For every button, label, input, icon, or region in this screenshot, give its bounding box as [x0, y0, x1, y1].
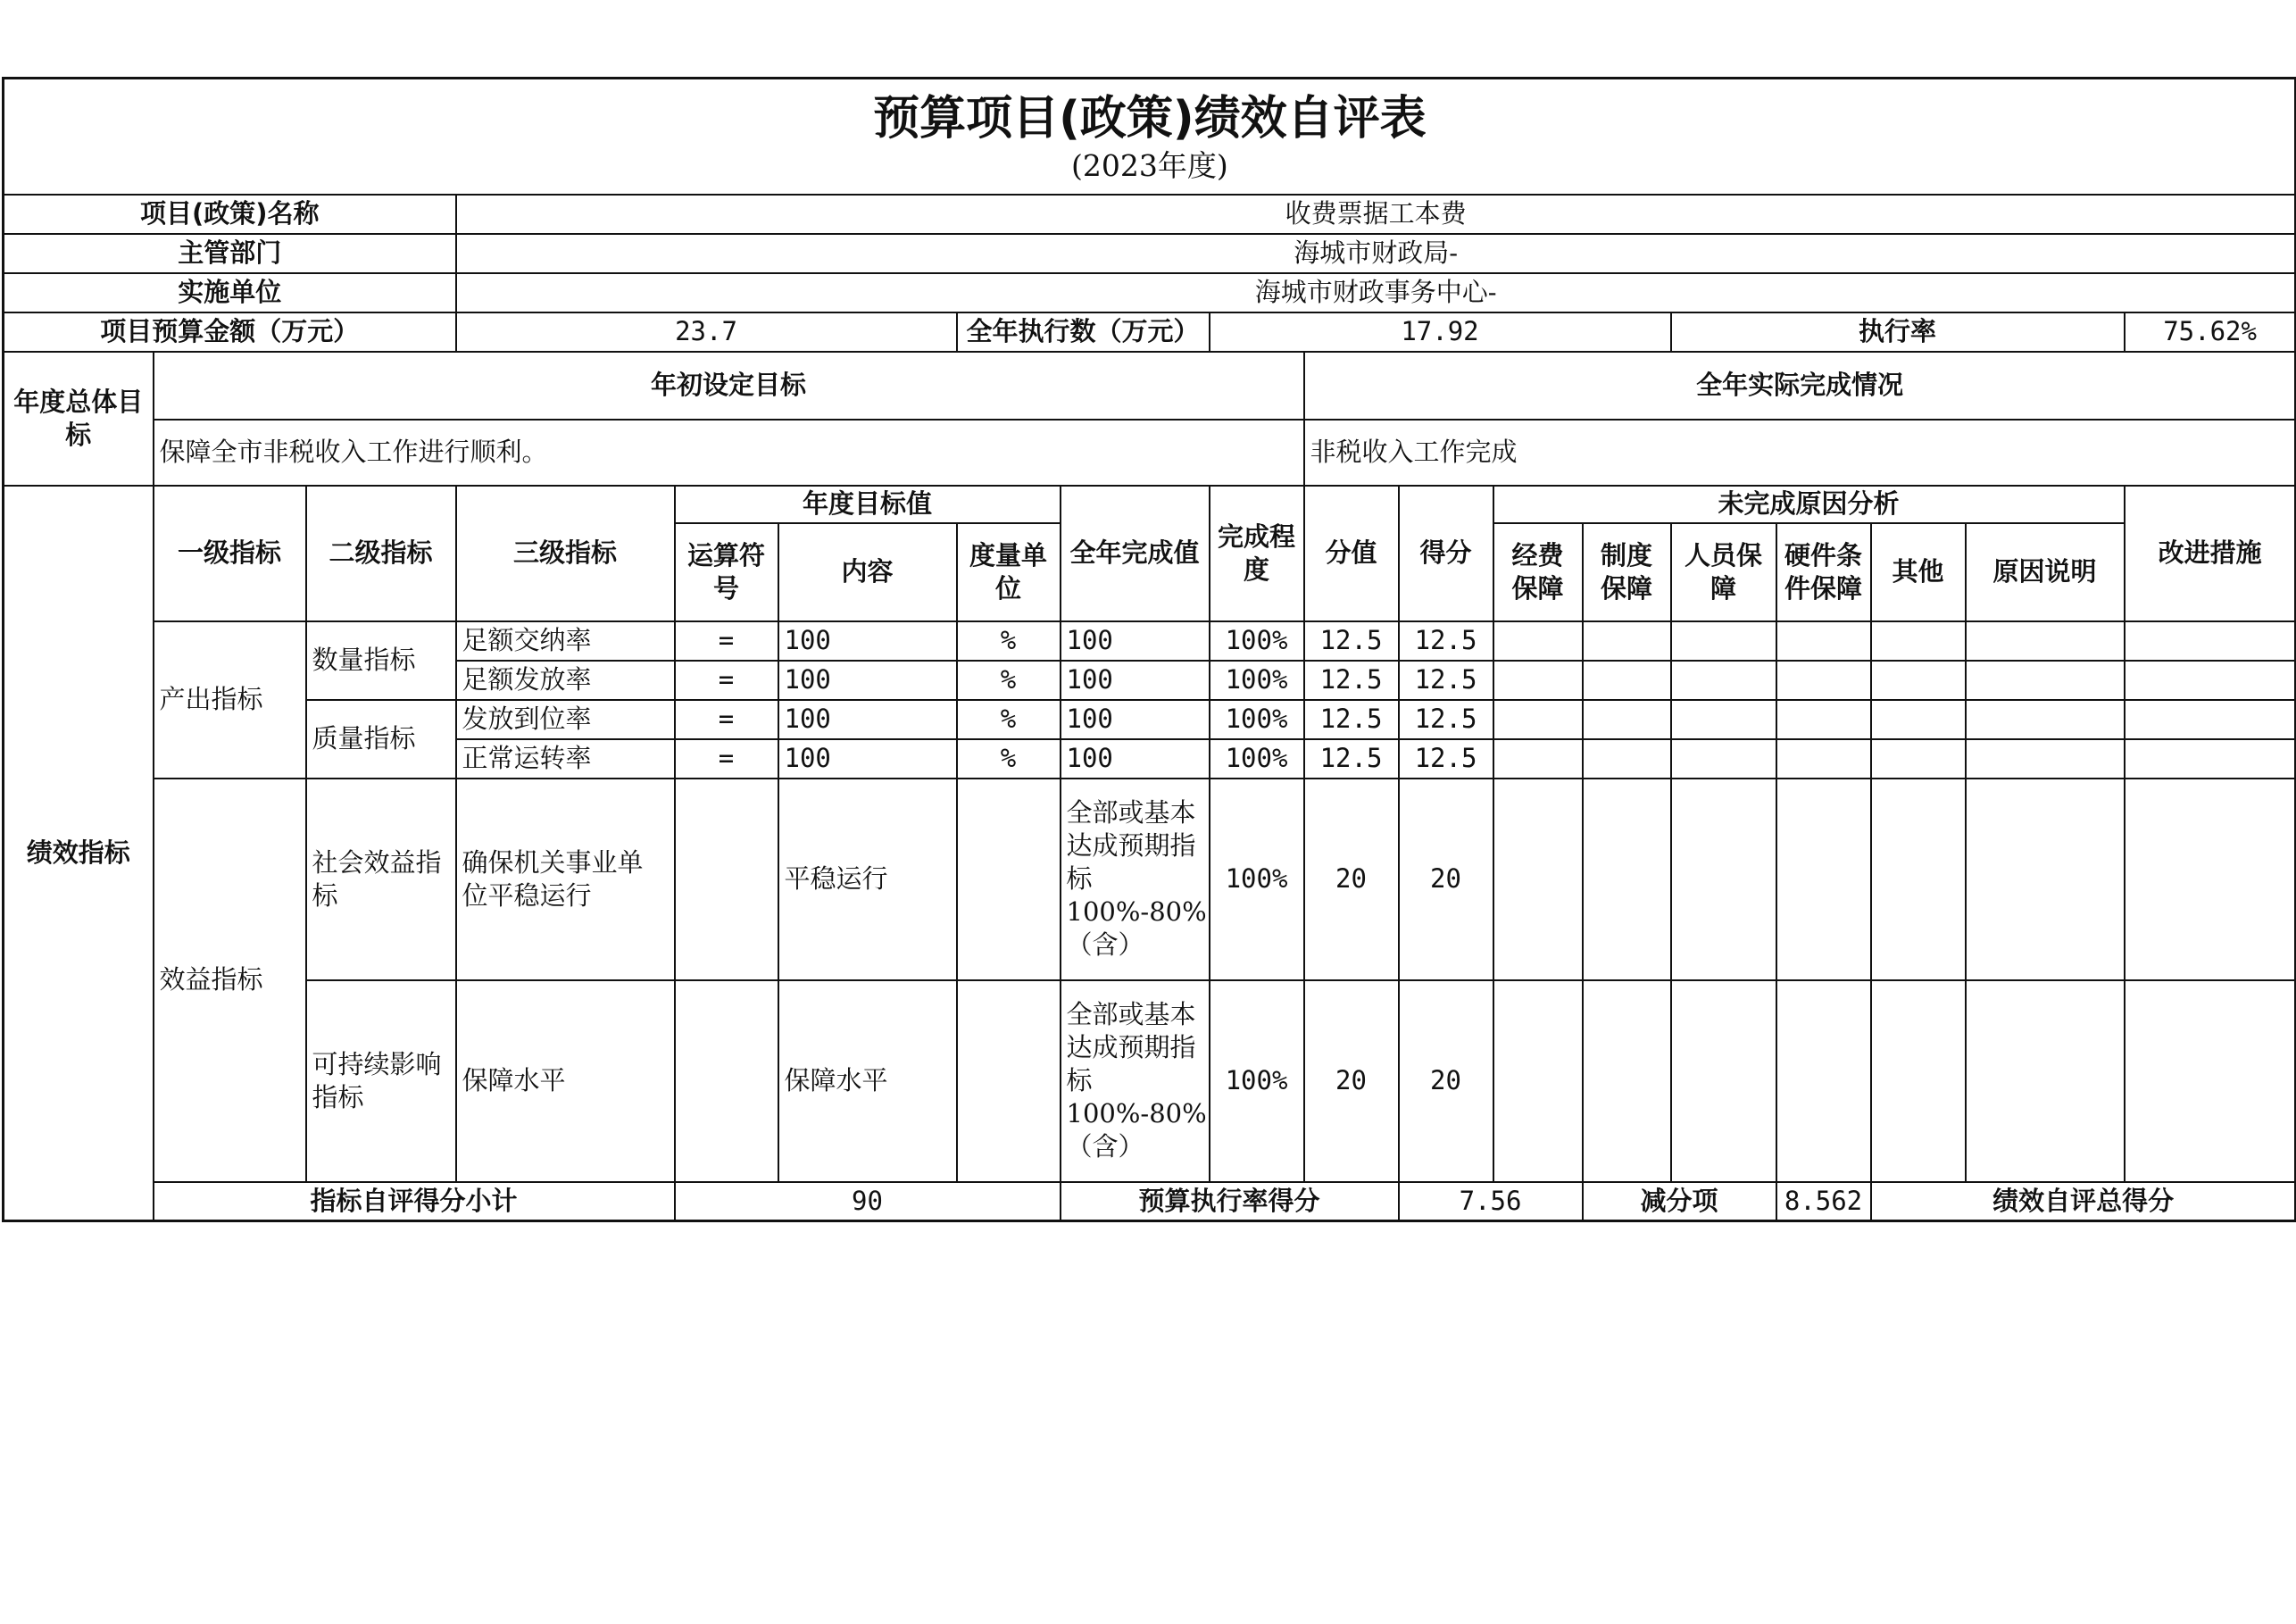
- department-label: 主管部门: [4, 234, 456, 273]
- funding-cell: [1493, 661, 1583, 700]
- system-cell: [1583, 980, 1671, 1182]
- indicator-completed: 100: [1061, 739, 1210, 779]
- indicator-weight: 12.5: [1304, 661, 1399, 700]
- personnel-cell: [1671, 621, 1776, 661]
- hardware-cell: [1776, 739, 1871, 779]
- sustainable-impact-label: 可持续影响指标: [306, 980, 456, 1182]
- performance-evaluation-table: [2, 77, 2296, 1222]
- indicator-score: 12.5: [1399, 661, 1493, 700]
- reason-cell: [1966, 621, 2125, 661]
- page-title: 预算项目(政策)绩效自评表: [873, 91, 1427, 146]
- funding-cell: [1493, 739, 1583, 779]
- output-indicator-label: 产出指标: [154, 621, 306, 779]
- improvement-cell: [2125, 980, 2296, 1182]
- other-cell: [1871, 739, 1966, 779]
- indicator-operator: [675, 980, 778, 1182]
- indicator-target: 100: [778, 739, 957, 779]
- indicator-degree: 100%: [1210, 700, 1304, 739]
- hardware-cell: [1776, 779, 1871, 980]
- improvement-cell: [2125, 621, 2296, 661]
- indicator-completed: 全部或基本达成预期指标100%-80%（含）: [1061, 779, 1210, 980]
- funding-cell: [1493, 980, 1583, 1182]
- indicator-score: 20: [1399, 980, 1493, 1182]
- indicator-name: 正常运转率: [456, 739, 675, 779]
- quantity-indicator-label: 数量指标: [306, 621, 456, 700]
- indicator-operator: [675, 779, 778, 980]
- indicator-name: 足额交纳率: [456, 621, 675, 661]
- exec-score-value: 7.56: [1399, 1182, 1583, 1221]
- personnel-cell: [1671, 779, 1776, 980]
- personnel-cell: [1671, 980, 1776, 1182]
- improvement-header: 改进措施: [2125, 486, 2296, 621]
- reason-cell: [1966, 700, 2125, 739]
- personnel-cell: [1671, 661, 1776, 700]
- score-weight-header: 分值: [1304, 486, 1399, 621]
- indicator-unit: [957, 779, 1061, 980]
- indicator-unit: %: [957, 661, 1061, 700]
- hardware-cell: [1776, 621, 1871, 661]
- system-header: 制度保障: [1583, 523, 1671, 621]
- funding-header: 经费保障: [1493, 523, 1583, 621]
- hardware-cell: [1776, 980, 1871, 1182]
- score-header: 得分: [1399, 486, 1493, 621]
- indicator-degree: 100%: [1210, 980, 1304, 1182]
- subtotal-value: 90: [675, 1182, 1061, 1221]
- indicator-weight: 20: [1304, 779, 1399, 980]
- system-cell: [1583, 661, 1671, 700]
- improvement-cell: [2125, 779, 2296, 980]
- project-name-value: 收费票据工本费: [456, 195, 2296, 234]
- performance-indicators-label: 绩效指标: [4, 486, 154, 1221]
- system-cell: [1583, 700, 1671, 739]
- funding-cell: [1493, 700, 1583, 739]
- indicator-unit: %: [957, 700, 1061, 739]
- reason-cell: [1966, 661, 2125, 700]
- indicator-unit: [957, 980, 1061, 1182]
- other-cell: [1871, 621, 1966, 661]
- indicator-weight: 12.5: [1304, 621, 1399, 661]
- table-row: [4, 621, 2296, 661]
- level1-header: 一级指标: [154, 486, 306, 621]
- indicator-operator: =: [675, 739, 778, 779]
- exec-score-label: 预算执行率得分: [1061, 1182, 1399, 1221]
- personnel-cell: [1671, 700, 1776, 739]
- completed-value-header: 全年完成值: [1061, 486, 1210, 621]
- reason-cell: [1966, 779, 2125, 980]
- indicator-operator: =: [675, 661, 778, 700]
- indicator-target: 100: [778, 621, 957, 661]
- deduction-label: 减分项: [1583, 1182, 1776, 1221]
- indicator-operator: =: [675, 621, 778, 661]
- table-row: [4, 980, 2296, 1182]
- hardware-cell: [1776, 700, 1871, 739]
- system-cell: [1583, 779, 1671, 980]
- other-header: 其他: [1871, 523, 1966, 621]
- operator-header: 运算符号: [675, 523, 778, 621]
- indicator-completed: 100: [1061, 661, 1210, 700]
- indicator-unit: %: [957, 621, 1061, 661]
- level2-header: 二级指标: [306, 486, 456, 621]
- page-year: (2023年度): [1070, 147, 1228, 183]
- reason-analysis-header: 未完成原因分析: [1493, 486, 2125, 523]
- improvement-cell: [2125, 661, 2296, 700]
- indicator-weight: 12.5: [1304, 700, 1399, 739]
- content-header: 内容: [778, 523, 957, 621]
- indicator-target: 100: [778, 661, 957, 700]
- other-cell: [1871, 779, 1966, 980]
- indicator-name: 发放到位率: [456, 700, 675, 739]
- budget-amount-value: 23.7: [456, 312, 957, 352]
- other-cell: [1871, 700, 1966, 739]
- funding-cell: [1493, 779, 1583, 980]
- system-cell: [1583, 739, 1671, 779]
- executed-amount-label: 全年执行数（万元）: [957, 312, 1210, 352]
- completion-degree-header: 完成程度: [1210, 486, 1304, 621]
- indicator-target: 100: [778, 700, 957, 739]
- improvement-cell: [2125, 739, 2296, 779]
- indicator-score: 20: [1399, 779, 1493, 980]
- indicator-degree: 100%: [1210, 739, 1304, 779]
- total-score-label: 绩效自评总得分: [1871, 1182, 2296, 1221]
- execution-rate-value: 75.62%: [2125, 312, 2296, 352]
- indicator-completed: 全部或基本达成预期指标100%-80%（含）: [1061, 980, 1210, 1182]
- title-block: [4, 79, 2296, 195]
- hardware-cell: [1776, 661, 1871, 700]
- indicator-target: 保障水平: [778, 980, 957, 1182]
- other-cell: [1871, 980, 1966, 1182]
- personnel-header: 人员保障: [1671, 523, 1776, 621]
- funding-cell: [1493, 621, 1583, 661]
- unit-value: 海城市财政事务中心-: [456, 273, 2296, 312]
- executed-amount-value: 17.92: [1210, 312, 1671, 352]
- reason-desc-header: 原因说明: [1966, 523, 2125, 621]
- social-benefit-label: 社会效益指标: [306, 779, 456, 980]
- level3-header: 三级指标: [456, 486, 675, 621]
- indicator-score: 12.5: [1399, 700, 1493, 739]
- indicator-unit: %: [957, 739, 1061, 779]
- reason-cell: [1966, 739, 2125, 779]
- department-value: 海城市财政局-: [456, 234, 2296, 273]
- indicator-score: 12.5: [1399, 739, 1493, 779]
- indicator-completed: 100: [1061, 621, 1210, 661]
- indicator-weight: 20: [1304, 980, 1399, 1182]
- budget-amount-label: 项目预算金额（万元）: [4, 312, 456, 352]
- indicator-operator: =: [675, 700, 778, 739]
- actual-completion-header: 全年实际完成情况: [1304, 352, 2296, 420]
- hardware-header: 硬件条件保障: [1776, 523, 1871, 621]
- improvement-cell: [2125, 700, 2296, 739]
- table-row: [4, 700, 2296, 739]
- initial-goal-header: 年初设定目标: [154, 352, 1304, 420]
- indicator-name: 足额发放率: [456, 661, 675, 700]
- reason-cell: [1966, 980, 2125, 1182]
- actual-completion-text: 非税收入工作完成: [1304, 420, 2296, 486]
- indicator-target: 平稳运行: [778, 779, 957, 980]
- indicator-name: 确保机关事业单位平稳运行: [456, 779, 675, 980]
- other-cell: [1871, 661, 1966, 700]
- indicator-name: 保障水平: [456, 980, 675, 1182]
- project-name-label: 项目(政策)名称: [4, 195, 456, 234]
- indicator-score: 12.5: [1399, 621, 1493, 661]
- indicator-degree: 100%: [1210, 779, 1304, 980]
- table-row: [4, 779, 2296, 980]
- subtotal-label: 指标自评得分小计: [154, 1182, 675, 1221]
- benefit-indicator-label: 效益指标: [154, 779, 306, 1182]
- execution-rate-label: 执行率: [1671, 312, 2125, 352]
- indicator-degree: 100%: [1210, 661, 1304, 700]
- unit-label: 实施单位: [4, 273, 456, 312]
- initial-goal-text: 保障全市非税收入工作进行顺利。: [154, 420, 1304, 486]
- unit-header: 度量单位: [957, 523, 1061, 621]
- indicator-degree: 100%: [1210, 621, 1304, 661]
- annual-target-header: 年度目标值: [675, 486, 1061, 523]
- annual-goal-label: 年度总体目标: [4, 352, 154, 486]
- personnel-cell: [1671, 739, 1776, 779]
- indicator-weight: 12.5: [1304, 739, 1399, 779]
- quality-indicator-label: 质量指标: [306, 700, 456, 779]
- system-cell: [1583, 621, 1671, 661]
- indicator-completed: 100: [1061, 700, 1210, 739]
- deduction-value: 8.562: [1776, 1182, 1871, 1221]
